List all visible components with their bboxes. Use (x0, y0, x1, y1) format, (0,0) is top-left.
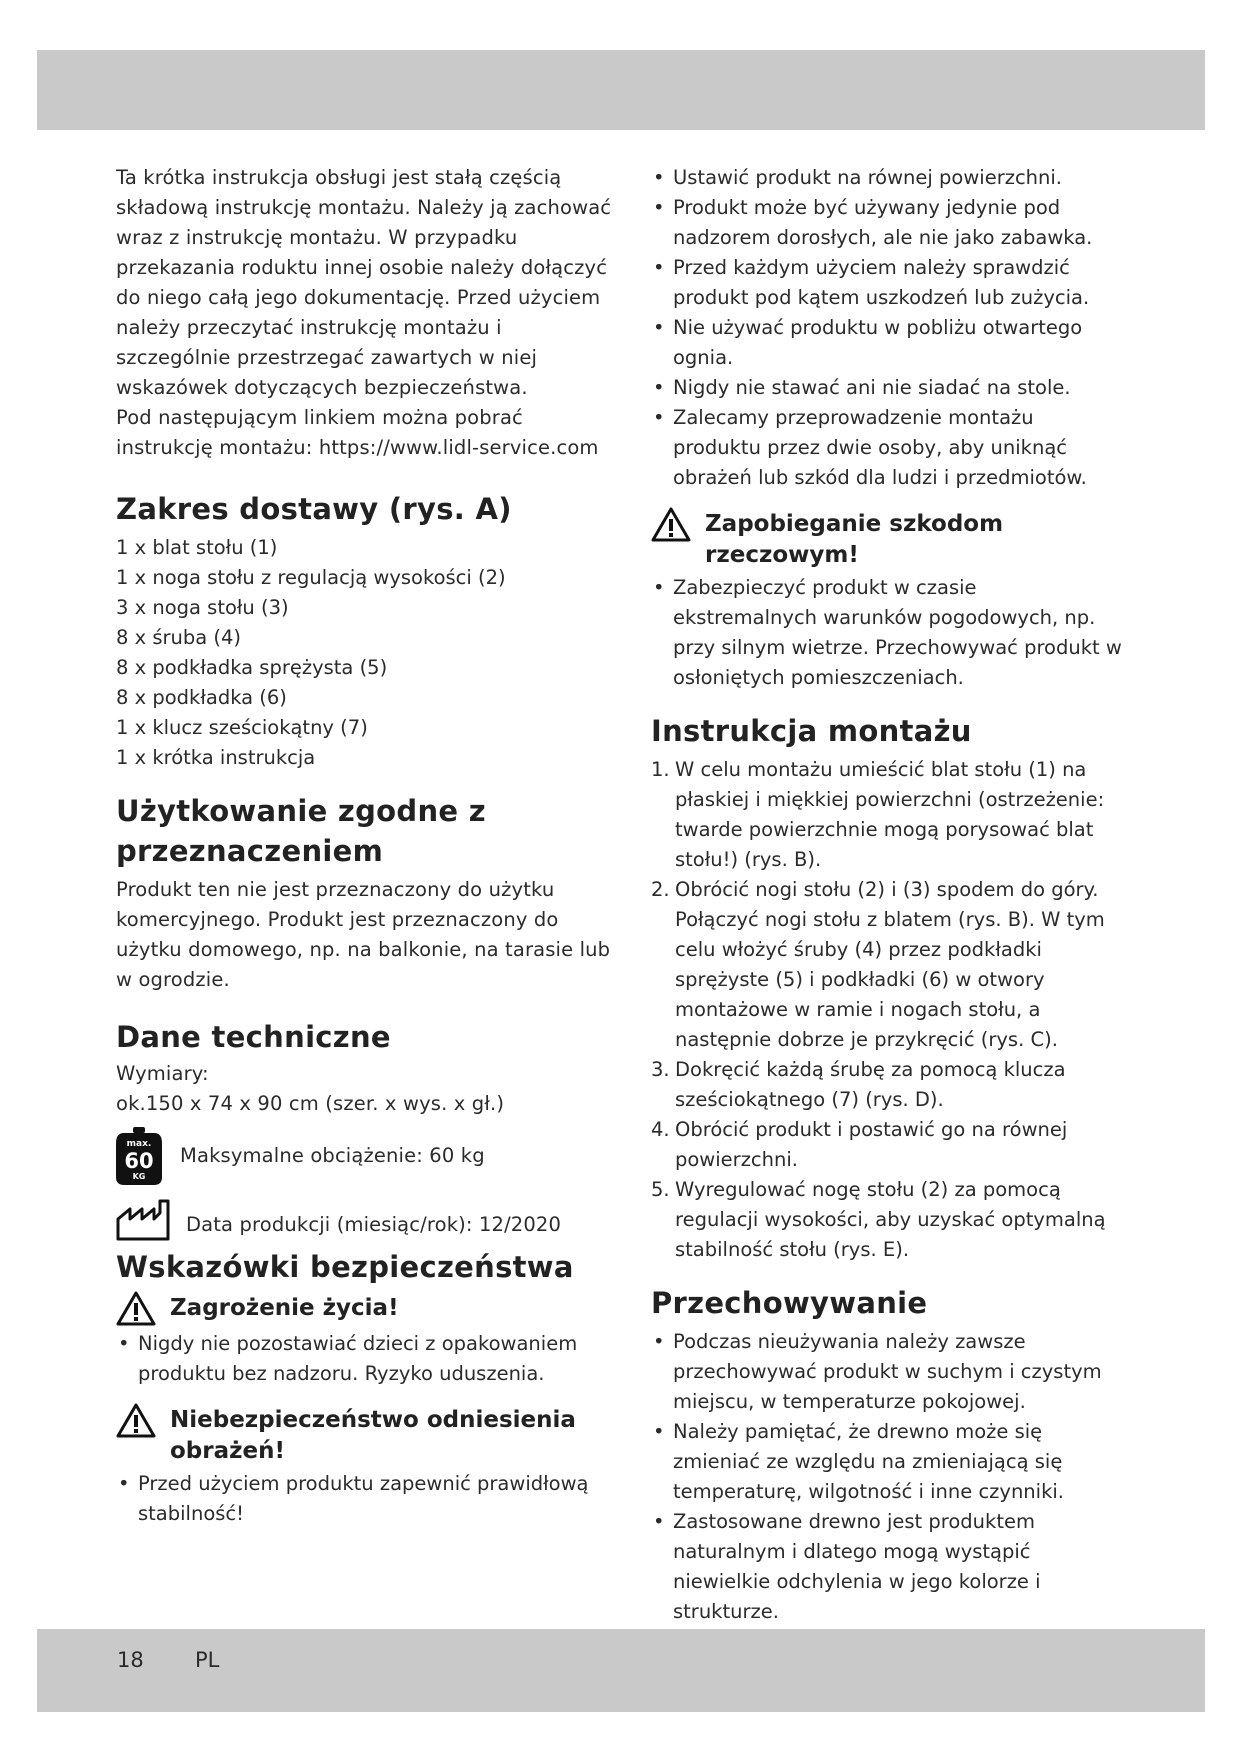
warning-triangle-icon (116, 1403, 156, 1439)
list-item: • Nigdy nie stawać ani nie siadać na stole. (651, 373, 1126, 403)
intended-use-heading: Użytkowanie zgodne z przeznaczeniem (116, 794, 486, 868)
damage-prevention-heading (651, 509, 1126, 571)
warning-triangle-icon (651, 507, 691, 543)
list-item: 1 x noga stołu z regulacją wysokości (2) (116, 566, 506, 589)
header-bar (37, 50, 1205, 130)
list-item: 1 x krótka instrukcja (116, 746, 316, 769)
tech-data-heading: Dane techniczne (116, 1020, 391, 1054)
list-item: 8 x śruba (4) (116, 626, 242, 649)
storage-heading: Przechowywanie (651, 1286, 928, 1320)
step-number: 1. (651, 758, 670, 781)
list-item: • Należy pamiętać, że drewno może się zmieniać ze względu na zmieniającą się temperaturę, wilgotność i inne czynniki. (651, 1417, 1126, 1507)
production-date-row (116, 1199, 616, 1241)
max-load-row (116, 1127, 616, 1185)
intended-use-text: Produkt ten nie jest przeznaczony do użytku komercyjnego. Produkt jest przeznaczony do użytku domowego, np. na balkonie, na tarasie lub w ogrodzie. (116, 878, 611, 991)
step-text: Obrócić produkt i postawić go na równej powierzchni. (675, 1118, 1068, 1171)
assembly-step (651, 755, 1126, 875)
assembly-step (651, 1175, 1126, 1265)
danger-injury-list (116, 1469, 616, 1529)
list-item: • Przed użyciem produktu zapewnić prawidłową stabilność! (116, 1469, 616, 1529)
list-item: • Przed każdym użyciem należy sprawdzić produkt pod kątem uszkodzeń lub zużycia. (651, 253, 1126, 313)
step-number: 5. (651, 1178, 670, 1201)
danger-life-title: Zagrożenie życia! (170, 1295, 399, 1321)
step-number: 2. (651, 878, 670, 901)
safety-list (651, 163, 1126, 493)
max-load-text: Maksymalne obciążenie: 60 kg (180, 1144, 485, 1167)
page-number: 18 (117, 1648, 144, 1672)
list-item: • Nigdy nie pozostawiać dzieci z opakowaniem produktu bez nadzoru. Ryzyko uduszenia. (116, 1329, 616, 1389)
assembly-step (651, 1115, 1126, 1175)
right-column (651, 163, 1126, 1627)
danger-life-list (116, 1329, 616, 1389)
danger-injury-title: Niebezpieczeństwo odniesienia obrażeń! (170, 1407, 576, 1464)
intro-link-text: Pod następującym linkiem można pobrać instrukcję montażu: https://www.lidl-service.com (116, 406, 599, 459)
weight-icon (116, 1127, 162, 1185)
safety-heading: Wskazówki bezpieczeństwa (116, 1250, 574, 1284)
step-text: Obrócić nogi stołu (2) i (3) spodem do góry. Połączyć nogi stołu z blatem (rys. B). W tym celu włożyć śruby (4) przez podkładki sprężyste (5) i podkładki (6) w otwory montażowe w ramie i nogach stołu, a następnie dobrze je przykręcić (rys. C). (675, 878, 1105, 1051)
assembly-step (651, 875, 1126, 1055)
weight-icon-unit: KG (132, 1172, 146, 1181)
list-item: • Produkt może być używany jedynie pod nadzorem dorosłych, ale nie jako zabawka. (651, 193, 1126, 253)
list-item: 8 x podkładka sprężysta (5) (116, 656, 388, 679)
list-item: 1 x klucz sześciokątny (7) (116, 716, 368, 739)
weight-icon-value: 60 (124, 1149, 154, 1173)
step-text: W celu montażu umieścić blat stołu (1) na płaskiej i miękkiej powierzchni (ostrzeżenie: twarde powierzchnie mogą porysować blat stołu!) (rys. B). (675, 758, 1105, 871)
list-item: • Zastosowane drewno jest produktem naturalnym i dlatego mogą wystąpić niewielkie odchylenia w jego kolorze i strukturze. (651, 1507, 1126, 1627)
scope-heading: Zakres dostawy (rys. A) (116, 492, 512, 526)
warning-triangle-icon (116, 1291, 156, 1327)
factory-icon (116, 1199, 172, 1241)
dimensions-value: ok.150 x 74 x 90 cm (szer. x wys. x gł.) (116, 1092, 505, 1115)
list-item: • Zabezpieczyć produkt w czasie ekstremalnych warunków pogodowych, np. przy silnym wietrze. Przechowywać produkt w osłoniętych pomieszczeniach. (651, 573, 1126, 693)
dimensions-label: Wymiary: (116, 1062, 209, 1085)
list-item: 8 x podkładka (6) (116, 686, 287, 709)
list-item: • Ustawić produkt na równej powierzchni. (651, 163, 1126, 193)
list-item: • Zalecamy przeprowadzenie montażu produktu przez dwie osoby, aby uniknąć obrażeń lub szkód dla ludzi i przedmiotów. (651, 403, 1126, 493)
step-text: Wyregulować nogę stołu (2) za pomocą regulacji wysokości, aby uzyskać optymalną stabilność stołu (rys. E). (675, 1178, 1106, 1261)
assembly-step (651, 1055, 1126, 1115)
intro-text: Ta krótka instrukcja obsługi jest stałą częścią składową instrukcję montażu. Należy ją zachować wraz z instrukcję montażu. W przypadku przekazania roduktu innej osobie należy dołączyć do niego całą jego dokumentację. Przed użyciem należy przeczytać instrukcję montażu i szczególnie przestrzegać zawartych w niej wskazówek dotyczących bezpieczeństwa. (116, 166, 612, 399)
weight-icon-top-label: max. (126, 1139, 152, 1149)
danger-life-heading (116, 1293, 616, 1327)
step-number: 3. (651, 1058, 670, 1081)
scope-list (116, 533, 616, 773)
list-item: 1 x blat stołu (1) (116, 536, 278, 559)
list-item: • Podczas nieużywania należy zawsze przechowywać produkt w suchym i czystym miejscu, w temperaturze pokojowej. (651, 1327, 1126, 1417)
language-code: PL (195, 1648, 220, 1672)
step-text: Dokręcić każdą śrubę za pomocą klucza sześciokątnego (7) (rys. D). (675, 1058, 1066, 1111)
assembly-heading: Instrukcja montażu (651, 714, 972, 748)
danger-injury-heading (116, 1405, 616, 1467)
step-number: 4. (651, 1118, 670, 1141)
assembly-steps (651, 755, 1126, 1265)
list-item: • Nie używać produktu w pobliżu otwartego ognia. (651, 313, 1126, 373)
storage-list (651, 1327, 1126, 1627)
damage-prevention-title: Zapobieganie szkodom rzeczowym! (705, 511, 1004, 568)
list-item: 3 x noga stołu (3) (116, 596, 289, 619)
left-column (116, 163, 616, 1529)
damage-prevention-list (651, 573, 1126, 693)
production-date-text: Data produkcji (miesiąc/rok): 12/2020 (186, 1213, 562, 1236)
